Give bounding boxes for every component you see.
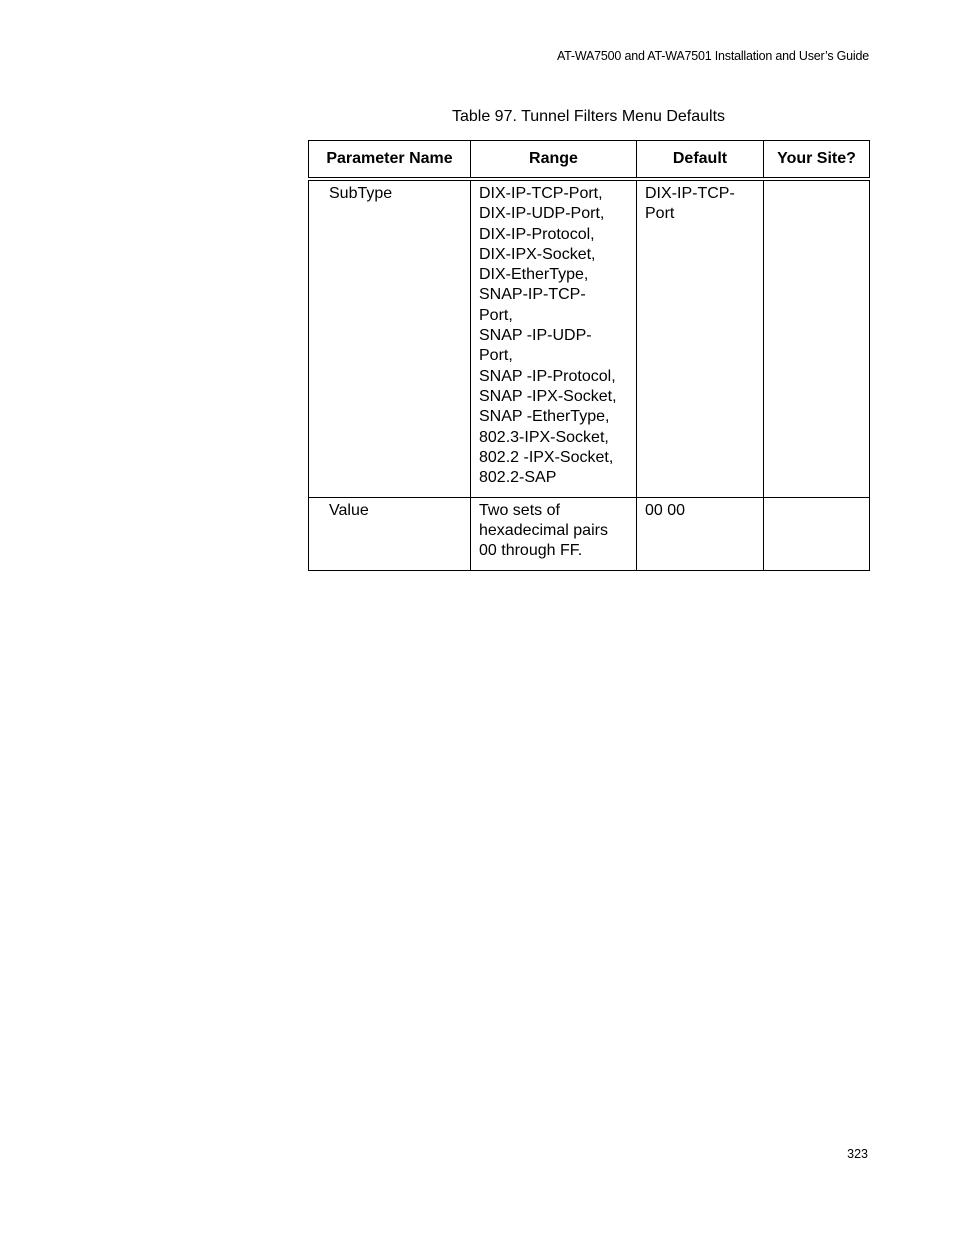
column-header-parameter-name: Parameter Name: [309, 141, 471, 180]
range-line: SNAP -IPX-Socket,: [479, 387, 617, 405]
range-line: SNAP -IP-Protocol,: [479, 367, 616, 385]
your-site-cell: [764, 497, 870, 570]
range-line: 802.3-IPX-Socket,: [479, 428, 609, 446]
range-cell: [471, 497, 637, 570]
range-cell: [471, 179, 637, 497]
range-line: Two sets of: [479, 501, 560, 519]
default-line: Port: [645, 205, 675, 223]
default-line: 00 00: [645, 501, 686, 519]
range-line: DIX-IP-UDP-Port,: [479, 205, 605, 223]
range-line: DIX-EtherType,: [479, 266, 589, 284]
table-caption: Table 97. Tunnel Filters Menu Defaults: [451, 108, 726, 125]
default-line: DIX-IP-TCP-: [645, 185, 735, 202]
table-row: [309, 179, 870, 497]
your-site-cell: [764, 179, 870, 497]
range-line: Port,: [479, 347, 513, 365]
range-line: 00 through FF.: [479, 542, 583, 560]
range-line: 802.2-SAP: [479, 469, 557, 487]
column-header-range: Range: [471, 141, 637, 180]
column-header-your-site: Your Site?: [764, 141, 870, 180]
range-line: hexadecimal pairs: [479, 521, 608, 539]
running-header: AT-WA7500 and AT-WA7501 Installation and User’s Guide: [556, 49, 869, 63]
range-line: SNAP -EtherType,: [479, 408, 610, 426]
range-line: DIX-IP-TCP-Port,: [479, 185, 603, 202]
page-number: 323: [847, 1147, 868, 1161]
tunnel-filters-defaults-table: [308, 140, 870, 571]
range-line: Port,: [479, 306, 513, 324]
parameter-cell: Value: [309, 497, 471, 570]
table-row: [309, 497, 870, 570]
range-line: SNAP -IP-UDP-: [479, 327, 592, 345]
range-line: SNAP-IP-TCP-: [479, 286, 586, 304]
default-cell: [637, 497, 764, 570]
default-cell: [637, 179, 764, 497]
range-line: DIX-IP-Protocol,: [479, 225, 595, 243]
table-header-row: [309, 141, 870, 180]
range-line: 802.2 -IPX-Socket,: [479, 448, 614, 466]
parameter-cell: SubType: [309, 179, 471, 497]
range-line: DIX-IPX-Socket,: [479, 245, 596, 263]
column-header-default: Default: [637, 141, 764, 180]
